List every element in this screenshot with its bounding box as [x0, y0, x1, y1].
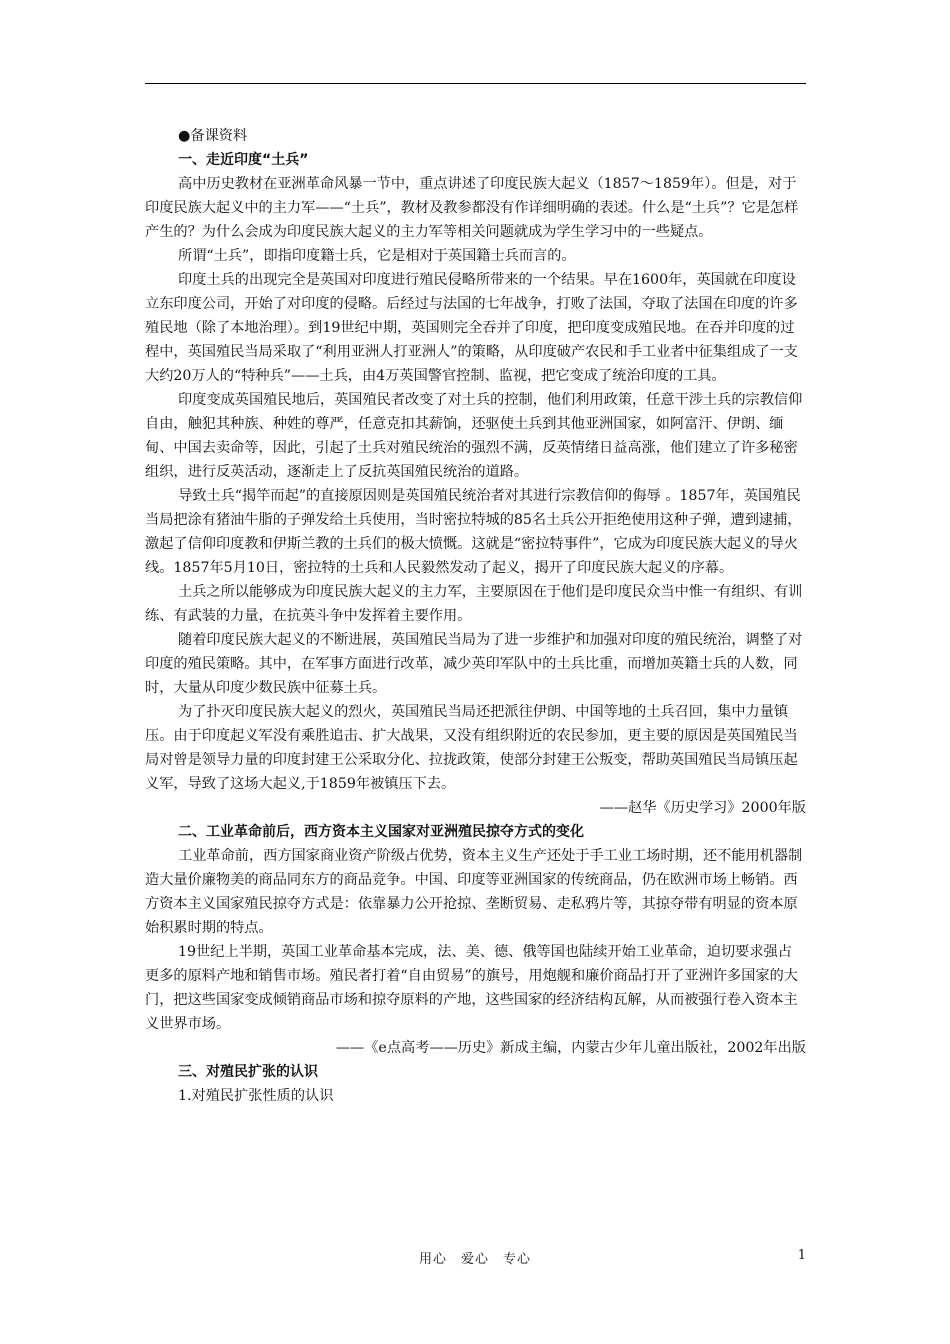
- heading-2: 二、工业革命前后，西方资本主义国家对亚洲殖民掠夺方式的变化: [178, 824, 584, 840]
- citation: ——赵华《历史学习》2000年版: [599, 800, 806, 816]
- paragraph: 高中历史教材在亚洲革命风暴一节中，重点讲述了印度民族大起义（1857～1859年）。但是，对于印度民族大起义中的主力军——“土兵”，教材及教参都没有作详细明确的表述。什么是“土兵”？它是怎样产生的？为什么会成为印度民族大起义的主力军等相关问题就成为学生学习中的一些疑点。: [145, 176, 799, 240]
- header-rule: [145, 83, 806, 84]
- paragraph: 工业革命前，西方国家商业资产阶级占优势，资本主义生产还处于手工业工场时期，还不能用机器制造大量价廉物美的商品同东方的商品竞争。中国、印度等亚洲国家的传统商品，仍在欧洲市场上畅销。西方资本主义国家殖民掠夺方式是：依靠暴力公开抢掠、垄断贸易、走私鸦片等，其掠夺带有明显的资本原始积累时期的特点。: [145, 848, 803, 936]
- paragraph: 19世纪上半期，英国工业革命基本完成，法、美、德、俄等国也陆续开始工业革命，迫切要求强占更多的原料产地和销售市场。殖民者打着“自由贸易”的旗号，用炮舰和廉价商品打开了亚洲许多国家的大门，把这些国家变成倾销商品市场和掠夺原料的产地，这些国家的经济结构瓦解，从而被强行卷入资本主义世界市场。: [145, 944, 798, 1032]
- section-marker: ●备课资料: [178, 128, 248, 144]
- list-item: 1.对殖民扩张性质的认识: [178, 1088, 334, 1104]
- paragraph: 为了扑灭印度民族大起义的烈火，英国殖民当局还把派往伊朗、中国等地的土兵召回，集中力量镇压。由于印度起义军没有乘胜追击、扩大战果，又没有组织附近的农民参加，更主要的原因是英国殖民当局对曾是领导力量的印度封建王公采取分化、拉拢政策，使部分封建王公叛变，帮助英国殖民当局镇压起义军，导致了这场大起义,于1859年被镇压下去。: [145, 704, 798, 792]
- paragraph: 导致土兵“揭竿而起”的直接原因则是英国殖民统治者对其进行宗教信仰的侮辱 。1857年，英国殖民当局把涂有猪油牛脂的子弹发给土兵使用，当时密拉特城的85名土兵公开拒绝使用这种子弹，遭到逮捕，激起了信仰印度教和伊斯兰教的土兵们的极大愤慨。这就是“密拉特事件”，它成为印度民族大起义的导火线。1857年5月10日，密拉特的土兵和人民毅然发动了起义，揭开了印度民族大起义的序幕。: [145, 488, 802, 576]
- page-number: 1: [797, 1248, 806, 1263]
- heading-3: 三、对殖民扩张的认识: [178, 1064, 318, 1080]
- citation: ——《e点高考——历史》新成主编，内蒙古少年儿童出版社，2002年出版: [335, 1040, 806, 1056]
- paragraph: 土兵之所以能够成为印度民族大起义的主力军，主要原因在于他们是印度民众当中惟一有组织、有训练、有武装的力量，在抗英斗争中发挥着主要作用。: [145, 584, 803, 624]
- document-body: [145, 124, 806, 1108]
- paragraph: 印度变成英国殖民地后，英国殖民者改变了对土兵的控制，他们利用政策，任意干涉土兵的宗教信仰自由，触犯其种族、种姓的尊严，任意克扣其薪饷，还驱使土兵到其他亚洲国家，如阿富汗、伊朗、缅甸、中国去卖命等，因此，引起了土兵对殖民统治的强烈不满，反英情绪日益高涨，他们建立了许多秘密组织，进行反英活动，逐渐走上了反抗英国殖民统治的道路。: [145, 392, 803, 480]
- paragraph: 所谓“土兵”，即指印度籍士兵，它是相对于英国籍士兵而言的。: [178, 248, 576, 264]
- paragraph: 印度土兵的出现完全是英国对印度进行殖民侵略所带来的一个结果。早在1600年，英国就在印度设立东印度公司，开始了对印度的侵略。后经过与法国的七年战争，打败了法国，夺取了法国在印度的许多殖民地（除了本地治理）。到19世纪中期，英国则完全吞并了印度，把印度变成殖民地。在吞并印度的过程中，英国殖民当局采取了“利用亚洲人打亚洲人”的策略，从印度破产农民和手工业者中征集组成了一支大约20万人的“特种兵”——土兵，由4万英国警官控制、监视，把它变成了统治印度的工具。: [145, 272, 798, 384]
- footer-motto: 用心 爱心 专心: [418, 1252, 531, 1267]
- paragraph: 随着印度民族大起义的不断进展，英国殖民当局为了进一步维护和加强对印度的殖民统治，调整了对印度的殖民策略。其中，在军事方面进行改革，减少英印军队中的土兵比重，而增加英籍士兵的人数，同时，大量从印度少数民族中征募土兵。: [145, 632, 803, 696]
- heading-1: 一、走近印度“土兵”: [178, 152, 309, 168]
